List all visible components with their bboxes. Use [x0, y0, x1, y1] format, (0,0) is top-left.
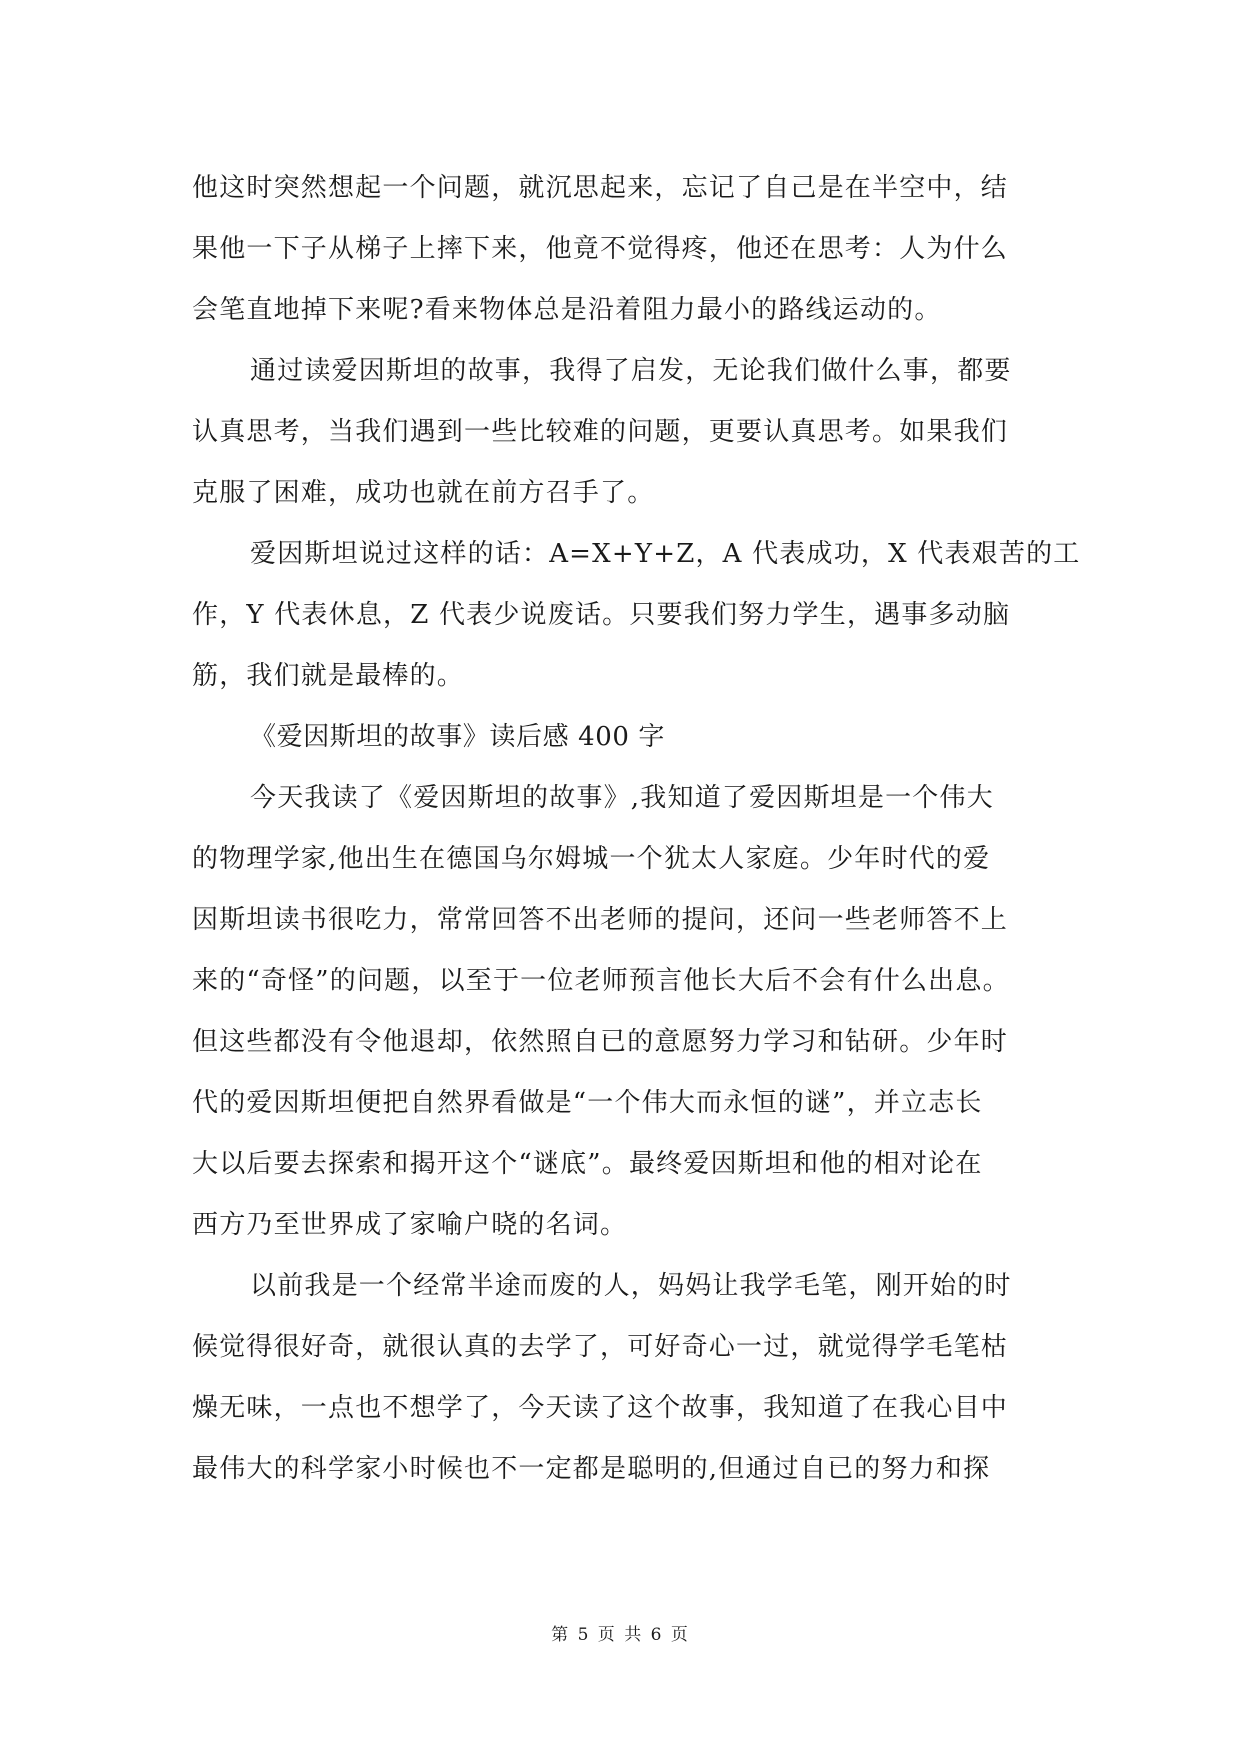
text-line: 会笔直地掉下来呢?看来物体总是沿着阻力最小的路线运动的。: [192, 295, 942, 325]
text-line: 筋，我们就是最棒的。: [192, 661, 465, 691]
text-line: 大以后要去探索和揭开这个“谜底”。最终爱因斯坦和他的相对论在: [192, 1149, 983, 1179]
text-line: 西方乃至世界成了家喻户晓的名词。: [192, 1210, 628, 1240]
section-title: 《爱因斯坦的故事》读后感 400 字: [250, 722, 665, 752]
text-line: 但这些都没有令他退却，依然照自已的意愿努力学习和钻研。少年时: [192, 1027, 1009, 1057]
text-line: 因斯坦读书很吃力，常常回答不出老师的提问，还问一些老师答不上: [192, 905, 1009, 935]
body-text: [192, 158, 1081, 1500]
text-line: 爱因斯坦说过这样的话：A=X+Y+Z，A 代表成功，X 代表艰苦的工: [250, 539, 1081, 569]
text-line: 作，Y 代表休息，Z 代表少说废话。只要我们努力学生，遇事多动脑: [192, 600, 1011, 630]
text-line: 果他一下子从梯子上摔下来，他竟不觉得疼，他还在思考：人为什么: [192, 234, 1009, 264]
text-line: 最伟大的科学家小时候也不一定都是聪明的,但通过自已的努力和探: [192, 1454, 991, 1484]
page-number-footer: 第 5 页 共 6 页: [551, 1625, 690, 1645]
text-line: 认真思考，当我们遇到一些比较难的问题，更要认真思考。如果我们: [192, 417, 1009, 447]
text-line: 候觉得很好奇，就很认真的去学了，可好奇心一过，就觉得学毛笔枯: [192, 1332, 1009, 1362]
text-line: 以前我是一个经常半途而废的人，妈妈让我学毛笔，刚开始的时: [250, 1271, 1012, 1301]
text-line: 燥无味，一点也不想学了，今天读了这个故事，我知道了在我心目中: [192, 1393, 1009, 1423]
text-line: 通过读爱因斯坦的故事，我得了启发，无论我们做什么事，都要: [250, 356, 1012, 386]
text-line: 今天我读了《爱因斯坦的故事》,我知道了爱因斯坦是一个伟大: [250, 783, 994, 813]
text-line: 的物理学家,他出生在德国乌尔姆城一个犹太人家庭。少年时代的爱: [192, 844, 991, 874]
text-line: 来的“奇怪”的问题，以至于一位老师预言他长大后不会有什么出息。: [192, 966, 1010, 996]
text-line: 代的爱因斯坦便把自然界看做是“一个伟大而永恒的谜”，并立志长: [192, 1088, 983, 1118]
text-line: 克服了困难，成功也就在前方召手了。: [192, 478, 655, 508]
text-line: 他这时突然想起一个问题，就沉思起来，忘记了自己是在半空中，结: [192, 173, 1009, 203]
